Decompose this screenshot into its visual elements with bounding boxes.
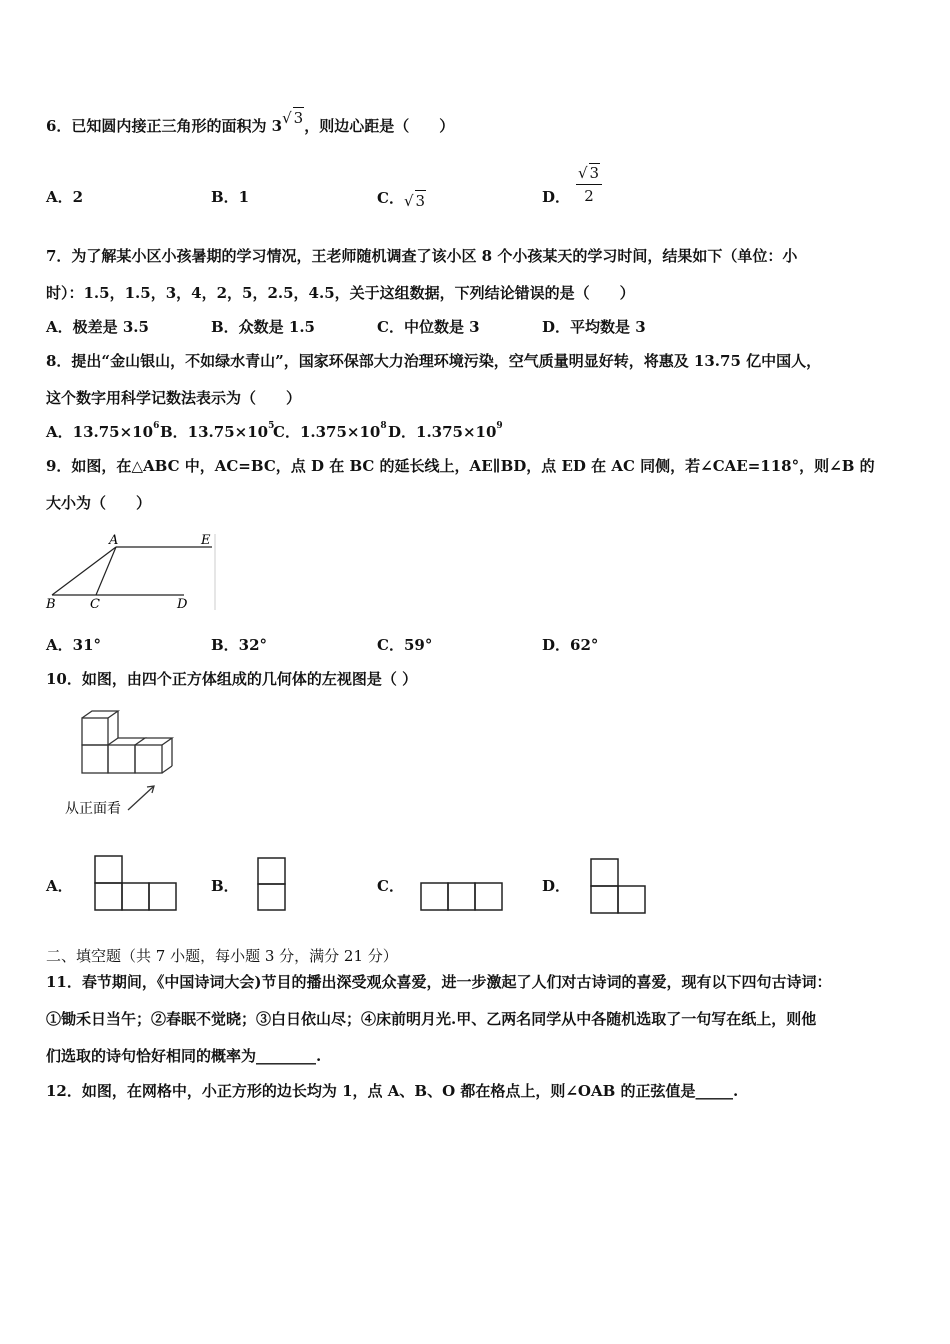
q8-option-c[interactable]: C．$1.375\times 10^8$ [273, 421, 387, 441]
q10-option-a-figure [92, 852, 182, 917]
q7-option-a[interactable]: A．极差是 3.5 [46, 318, 149, 336]
q6-option-a[interactable]: A．2 [46, 188, 84, 206]
q9-stem-line2: 大小为（ ） [46, 494, 152, 512]
q6-d-numerator: √ 3 [577, 164, 600, 182]
label-e: E [201, 533, 211, 548]
q10-option-a[interactable]: A． [46, 877, 73, 895]
q6-option-d[interactable] [542, 187, 570, 207]
q9-option-c[interactable]: C．59° [377, 636, 433, 654]
q12-stem: 12．如图，在网格中，小正方形的边长均为 1，点 A、B、O 都在格点上，则∠OAB 的正弦值是_____. [46, 1082, 739, 1100]
q8-stem-line2: 这个数字用科学记数法表示为（ ） [46, 389, 302, 407]
q9-triangle-figure [44, 532, 219, 612]
q9-option-a[interactable]: A．31° [46, 636, 102, 654]
q8-option-b[interactable]: B．$13.75\times 10^5$ [160, 421, 275, 441]
label-a: A [109, 533, 119, 548]
q7-option-b[interactable]: B．众数是 1.5 [211, 318, 315, 336]
q9-option-d[interactable]: D．62° [542, 636, 599, 654]
q7-stem-line1: 7．为了解某小区小孩暑期的学习情况，王老师随机调查了该小区 8 个小孩某天的学习时间，结果如下（单位：小 [46, 247, 798, 265]
q10-option-d[interactable]: D． [542, 877, 571, 895]
q10-stem: 10．如图，由四个正方体组成的几何体的左视图是（ ） [46, 670, 418, 688]
q7-option-c[interactable]: C．中位数是 3 [377, 318, 480, 336]
q6-option-c-label: C． [377, 189, 404, 207]
q8-stem-line1: 8．提出“金山银山，不如绿水青山”，国家环保部大力治理环境污染，空气质量明显好转，将惠及 13.75 亿中国人， [46, 352, 822, 370]
q9-stem-line1: 9．如图，在△ABC 中，AC=BC，点 D 在 BC 的延长线上，AE∥BD，点 ED 在 AC 同侧，若∠CAE=118°，则∠B 的 [46, 457, 875, 475]
q6-option-d-label: D． [542, 188, 571, 206]
section-2-heading: 二、填空题（共 7 小题，每小题 3 分，满分 21 分） [46, 947, 398, 965]
q6-option-c-sqrt: √ 3 [403, 192, 426, 210]
q8-option-a[interactable]: A．$13.75\times 10^6$ [46, 421, 160, 441]
q10-caption: 从正面看 [65, 801, 121, 817]
label-d: D [177, 597, 188, 612]
q8-option-d[interactable]: D．$1.375\times 10^9$ [388, 421, 503, 441]
q10-option-b[interactable]: B． [211, 877, 239, 895]
q10-option-c[interactable]: C． [377, 877, 404, 895]
q11-stem-line3: 们选取的诗句恰好相同的概率为________. [46, 1047, 322, 1065]
q6-d-denominator: 2 [584, 187, 594, 205]
q6-stem-part2: ，则边心距是（ ） [304, 117, 455, 135]
q6-option-d-fraction [572, 163, 606, 205]
label-b: B [46, 597, 56, 612]
q11-stem-line1: 11．春节期间，《中国诗词大会)节目的播出深受观众喜爱，进一步激起了人们对古诗词的喜爱，现有以下四句古诗词： [46, 973, 832, 991]
fraction-bar [576, 184, 602, 185]
q7-stem-line2: 时）：1.5，1.5，3，4，2，5，2.5，4.5，关于这组数据，下列结论错误的是（ ） [46, 284, 635, 302]
q6-stem [46, 109, 455, 136]
q10-option-c-figure [418, 880, 508, 915]
q10-cube-figure [60, 708, 200, 818]
q10-option-b-figure [255, 855, 290, 915]
q9-option-b[interactable]: B．32° [211, 636, 268, 654]
q6-sqrt-3: √ 3 [282, 109, 304, 127]
q6-option-b[interactable]: B．1 [211, 188, 250, 206]
q7-option-d[interactable]: D．平均数是 3 [542, 318, 646, 336]
q6-stem-part1: 6．已知圆内接正三角形的面积为 3 [46, 117, 283, 135]
q10-option-d-figure [588, 856, 648, 918]
label-c: C [90, 597, 100, 612]
q11-stem-line2: ①锄禾日当午；②春眠不觉晓；③白日依山尽；④床前明月光.甲、乙两名同学从中各随机选取了一句写在纸上，则他 [46, 1010, 817, 1028]
q6-option-c[interactable] [377, 187, 426, 208]
